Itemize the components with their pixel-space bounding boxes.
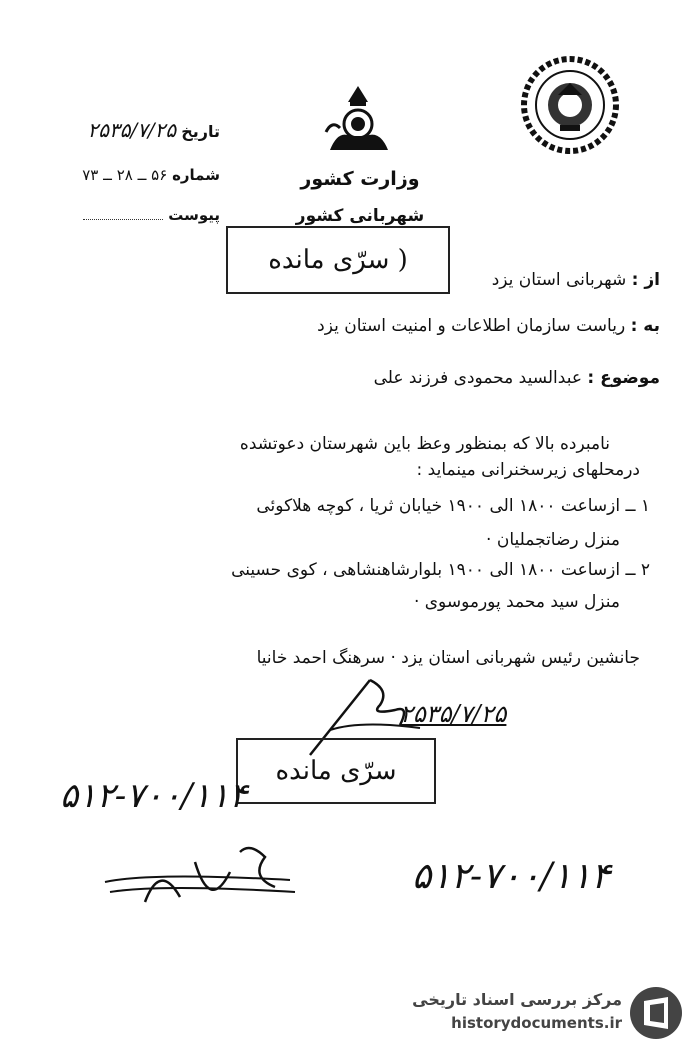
subject-label: موضوع : xyxy=(587,368,660,388)
handwritten-date: ۲۵۳۵/۷/۲۵ xyxy=(400,700,507,728)
from-label: از : xyxy=(631,270,660,290)
lion-and-sun-emblem-icon xyxy=(318,80,398,160)
top-stamp: ( سرّی مانده xyxy=(226,226,450,294)
watermark-logo-icon xyxy=(628,985,684,1041)
item-2-line-1: ۲ ــ ازساعت ۱۸۰۰ الی ۱۹۰۰ بلوارشاهنشاهی ، کوی حسینی xyxy=(231,560,650,580)
date-value: ۲۵۳۵/۷/۲۵ xyxy=(87,118,177,142)
attachment-line xyxy=(83,219,163,220)
number-value: ۵۶ ــ ۲۸ ــ ۷۳ xyxy=(82,166,168,184)
to-label: به : xyxy=(630,316,660,336)
to-row xyxy=(230,316,660,336)
body-line-1: نامبرده بالا که بمنظور وعظ باین شهرستان دعوتشده xyxy=(239,434,610,454)
from-row xyxy=(380,270,660,290)
file-number-1: ۵۱۲-۷۰۰/۱۱۴ xyxy=(60,776,248,816)
police-title: شهربانی کشور xyxy=(295,206,425,226)
to-value: ریاست سازمان اطلاعات و امنیت استان یزد xyxy=(317,316,626,336)
crossed-note-icon xyxy=(100,832,300,922)
file-number-2: ۵۱۲-۷۰۰/۱۱۴ xyxy=(412,856,611,897)
item-1-line-1: ۱ ــ ازساعت ۱۸۰۰ الی ۱۹۰۰ خیابان ثریا ، کوچه هلاکوئی xyxy=(256,496,650,516)
item-1-line-2: منزل رضاتجملیان · xyxy=(486,530,620,550)
bottom-stamp: سرّی مانده xyxy=(236,738,436,804)
subject-row xyxy=(290,368,660,388)
item-2-line-2: منزل سید محمد پورموسوی · xyxy=(413,592,620,612)
number-field xyxy=(40,166,220,184)
from-value: شهربانی استان یزد xyxy=(491,270,627,290)
signature-line: جانشین رئیس شهربانی استان یزد · سرهنگ احمد خانیا xyxy=(256,648,640,668)
body-line-2: درمحلهای زیرسخنرانی مینماید : xyxy=(416,460,640,480)
attachment-field xyxy=(70,206,220,224)
ministry-title: وزارت کشور xyxy=(300,168,420,190)
number-label: شماره xyxy=(172,166,220,184)
date-label: تاریخ xyxy=(181,122,220,141)
watermark-url: historydocuments.ir xyxy=(451,1014,622,1032)
ministry-seal-icon xyxy=(520,55,620,155)
date-field xyxy=(40,118,220,142)
subject-value: عبدالسید محمودی فرزند علی xyxy=(373,368,582,388)
attachment-label: پیوست xyxy=(168,206,220,224)
watermark-title: مرکز بررسی اسناد تاریخی xyxy=(412,990,622,1009)
